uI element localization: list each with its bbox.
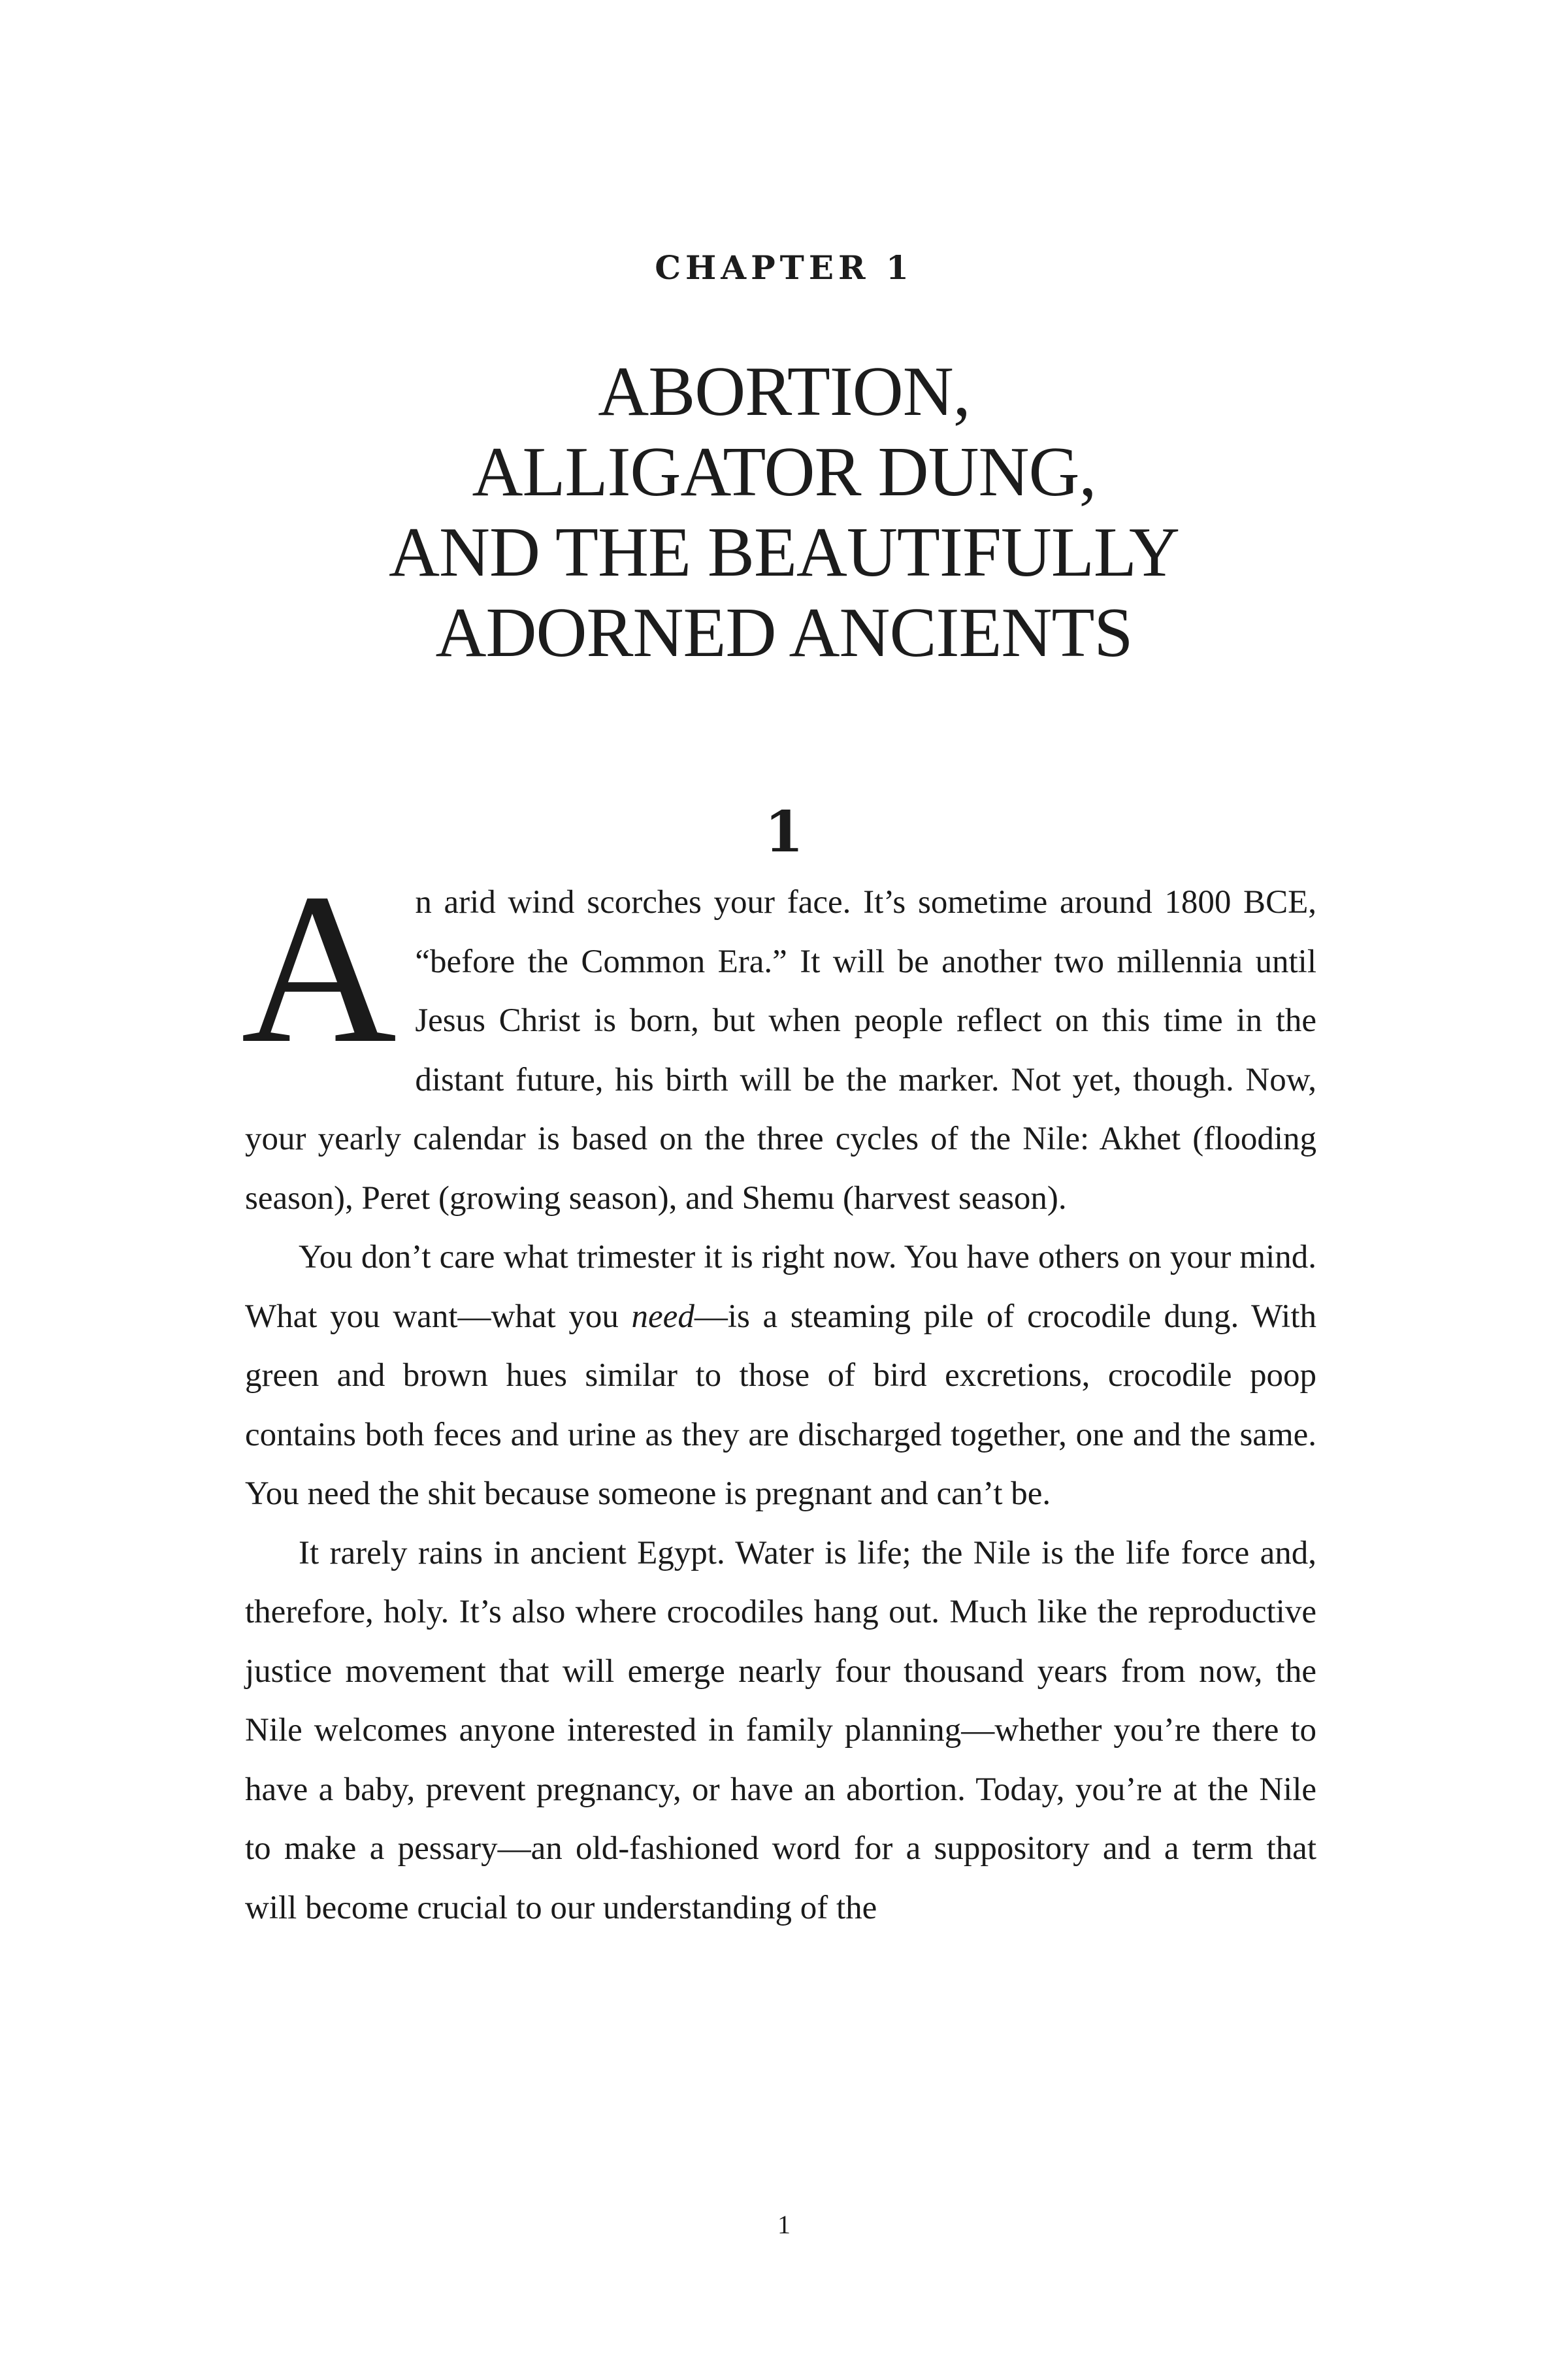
chapter-title-line: ADORNED ANCIENTS <box>435 594 1133 672</box>
chapter-title-line: ABORTION, <box>598 353 970 431</box>
page-number: 1 <box>777 2210 791 2239</box>
paragraph-2 <box>245 1228 1316 1524</box>
body-text <box>241 849 1317 1937</box>
paragraph-2-text-end: —is a steaming pile of crocodile dung. With green and brown hues similar to those of bird excretions, crocodile poop contains both feces and urine as they are discharged together, one and the same. You need the shit because someone is pregnant and can’t be. <box>245 1298 1317 1512</box>
chapter-title <box>196 352 1372 673</box>
paragraph-2-text-start: You don’t care what trimester it is right now. You have others on your mind. What you want—what you <box>245 1239 1316 1335</box>
chapter-title-line: ALLIGATOR DUNG, <box>472 433 1096 511</box>
chapter-title-line: AND THE BEAUTIFULLY <box>388 514 1180 591</box>
emphasis-need: need <box>631 1298 694 1335</box>
paragraph-1-text: n arid wind scorches your face. It’s sometime around 1800 BCE, “before the Common Era.” It will be another two millennia until Jesus Christ is born, but when people reflect on this time in the distant future, his birth will be the marker. Not yet, though. Now, your yearly calendar is based on the three cycles of the Nile: Akhet (flooding season), Peret (growing season), and Shemu (harvest season). <box>245 884 1316 1217</box>
drop-cap: A <box>241 849 397 1088</box>
paragraph-1 <box>241 849 1316 1228</box>
chapter-label: CHAPTER 1 <box>655 248 913 287</box>
paragraph-3: It rarely rains in ancient Egypt. Water is life; the Nile is the life force and, therefore, holy. It’s also where crocodiles hang out. Much like the reproductive justice movement that will emerge nearly four thousand years from now, the Nile welcomes anyone interested in family planning—whether you’re there to have a baby, prevent pregnancy, or have an abortion. Today, you’re at the Nile to make a pessary—an old-fashioned word for a suppository and a term that will become crucial to our understanding of the <box>245 1534 1316 1926</box>
section-number: 1 <box>764 799 804 865</box>
